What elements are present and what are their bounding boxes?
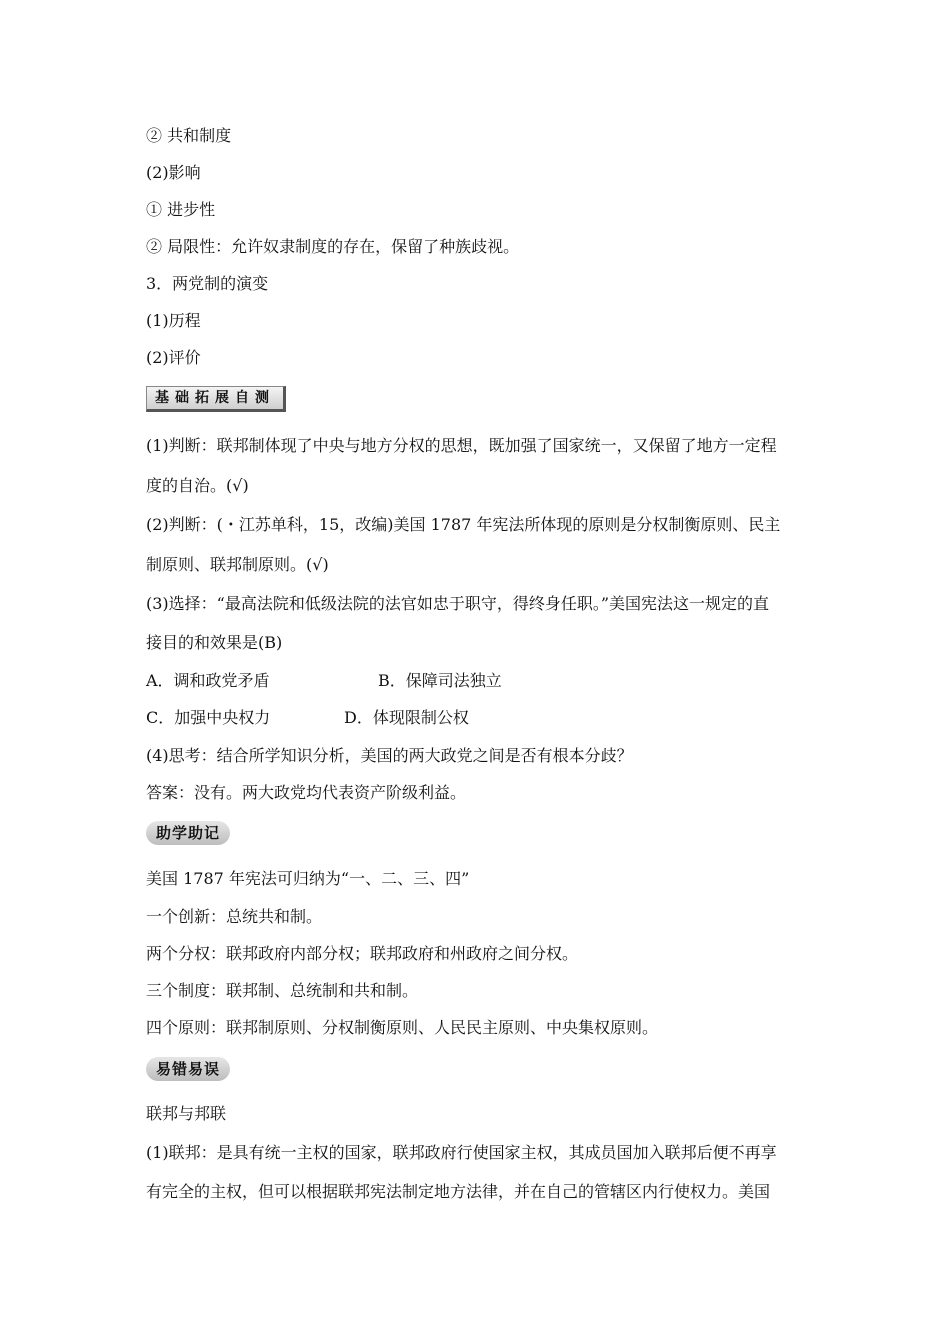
self-test-header: 基础拓展自测 xyxy=(146,386,286,412)
text-line: ② 局限性：允许奴隶制度的存在，保留了种族歧视。 xyxy=(146,237,520,256)
memo-line: 三个制度：联邦制、总统制和共和制。 xyxy=(146,981,419,1000)
question-4: (4)思考：结合所学知识分析，美国的两大政党之间是否有根本分歧？ xyxy=(146,746,633,765)
memo-line: 两个分权：联邦政府内部分权；联邦政府和州政府之间分权。 xyxy=(146,944,579,963)
question-3: (3)选择：“最高法院和低级法院的法官如忠于职守，得终身任职。”美国宪法这一规定的直 xyxy=(146,594,770,613)
memo-line: 美国 1787 年宪法可归纳为“一、二、三、四” xyxy=(146,869,470,888)
text-line: (1)历程 xyxy=(146,311,201,330)
question-3-cont: 接目的和效果是(B) xyxy=(146,633,283,652)
question-2: (2)判断：(・江苏单科，15，改编)美国 1787 年宪法所体现的原则是分权制衡原则、民主 xyxy=(146,515,781,534)
question-1-cont: 度的自治。(√) xyxy=(146,476,249,495)
option-b: B．保障司法独立 xyxy=(378,671,502,690)
option-a: A．调和政党矛盾 xyxy=(146,671,270,690)
text-line: 3．两党制的演变 xyxy=(146,274,269,293)
answer: 答案：没有。两大政党均代表资产阶级利益。 xyxy=(146,783,467,802)
errors-line: 联邦与邦联 xyxy=(146,1104,227,1123)
memo-header: 助学助记 xyxy=(146,821,230,845)
memo-line: 一个创新：总统共和制。 xyxy=(146,907,323,926)
text-line: (2)评价 xyxy=(146,348,201,367)
text-line: (2)影响 xyxy=(146,163,201,182)
option-c: C．加强中央权力 xyxy=(146,708,271,727)
text-line: ② 共和制度 xyxy=(146,126,232,145)
question-2-cont: 制原则、联邦制原则。(√) xyxy=(146,555,329,574)
errors-line: (1)联邦：是具有统一主权的国家，联邦政府行使国家主权，其成员国加入联邦后便不再享 xyxy=(146,1143,777,1162)
memo-line: 四个原则：联邦制原则、分权制衡原则、人民民主原则、中央集权原则。 xyxy=(146,1018,659,1037)
option-d: D．体现限制公权 xyxy=(344,708,469,727)
text-line: ① 进步性 xyxy=(146,200,216,219)
errors-header: 易错易误 xyxy=(146,1057,230,1081)
question-1: (1)判断：联邦制体现了中央与地方分权的思想，既加强了国家统一，又保留了地方一定程 xyxy=(146,436,777,455)
errors-line: 有完全的主权，但可以根据联邦宪法制定地方法律，并在自己的管辖区内行使权力。美国 xyxy=(146,1182,771,1201)
